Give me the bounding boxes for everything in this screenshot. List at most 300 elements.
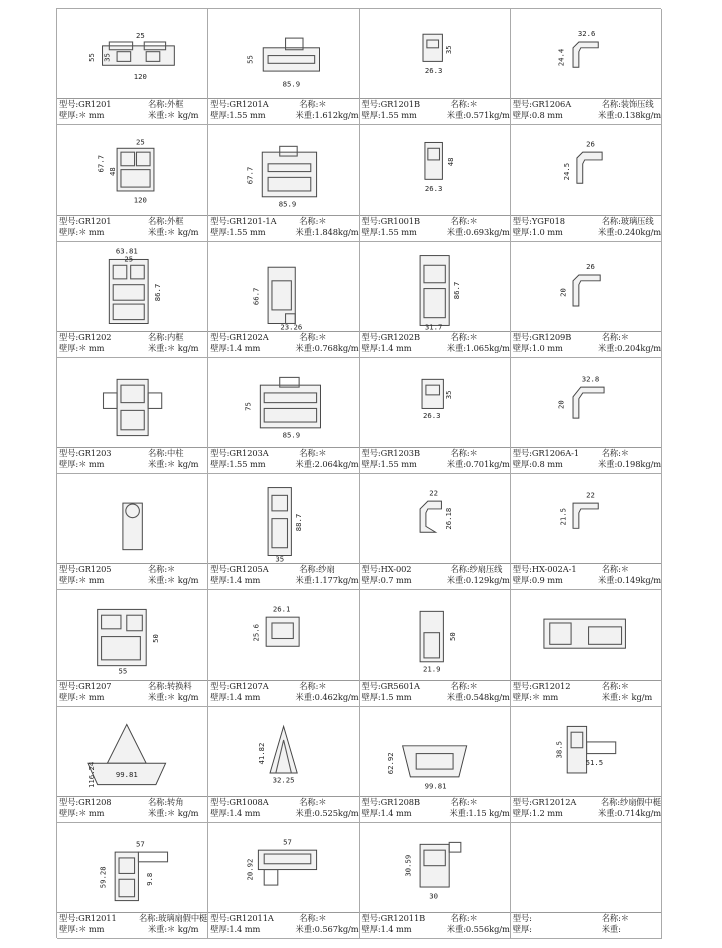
- model-field: [362, 332, 451, 343]
- wall-thickness-field-label: 壁厚:: [512, 924, 532, 934]
- wall-thickness-field-label: 壁厚:: [361, 807, 381, 818]
- wall-thickness-field-label: 壁厚:: [210, 226, 230, 237]
- name-field-value: ＊: [469, 796, 478, 807]
- model-field-value: GR1201A: [229, 99, 269, 110]
- dimension-label: 20: [556, 399, 566, 409]
- dimension-label: 35: [443, 390, 453, 399]
- model-field: [59, 99, 148, 110]
- model-field-value: GR1208B: [380, 796, 420, 807]
- wall-thickness-field: [362, 924, 447, 935]
- wall-thickness-field-value: ＊ mm: [78, 575, 105, 586]
- name-field-label: 名称:: [147, 215, 168, 226]
- meter-weight-field-value: 0.462kg/m: [314, 691, 359, 702]
- model-field-value: GR1008A: [229, 796, 269, 807]
- name-field-label: 名称:: [601, 215, 621, 226]
- wall-thickness-field-value: 1.55 mm: [229, 226, 266, 237]
- profile-section-svg: [360, 358, 510, 447]
- meter-weight-field-value: 0.149kg/m: [617, 575, 661, 586]
- meter-weight-field: [447, 343, 510, 354]
- model-field-label: 型号:: [210, 448, 230, 458]
- profile-section-svg: [208, 823, 358, 912]
- profile-info: [57, 331, 207, 357]
- dimension-label: 26.3: [422, 410, 440, 420]
- wall-thickness-field-label: 壁厚:: [361, 691, 381, 702]
- profile-drawing: [57, 358, 207, 447]
- dimension-label: 48: [445, 157, 455, 167]
- model-field: [59, 564, 148, 575]
- name-field: [299, 448, 358, 459]
- profile-info: [511, 680, 661, 706]
- name-field-label: 名称:: [600, 796, 620, 807]
- profile-cell: [208, 358, 359, 474]
- profile-section-svg: [208, 590, 358, 679]
- profile-cell: [360, 590, 511, 706]
- model-field: [362, 564, 451, 575]
- name-field-label: 名称:: [450, 913, 470, 923]
- name-field: [450, 564, 509, 575]
- name-field: [148, 797, 207, 808]
- model-field-value: GR1203A: [229, 448, 269, 458]
- model-field-label: 型号:: [512, 680, 532, 691]
- wall-thickness-field: [210, 808, 295, 819]
- profile-info: [511, 563, 661, 589]
- name-field: [602, 913, 661, 924]
- meter-weight-field-value: ＊ kg/m: [167, 575, 199, 586]
- model-field-label: 型号:: [361, 796, 381, 807]
- name-field-label: 名称:: [601, 913, 621, 923]
- wall-thickness-field: [362, 227, 447, 238]
- wall-thickness-field-label: 壁厚:: [512, 342, 532, 353]
- dimension-label: 22: [428, 488, 438, 498]
- name-field-label: 名称:: [299, 99, 319, 110]
- model-field-label: 型号:: [210, 99, 230, 110]
- profile-section-shape: [577, 152, 602, 183]
- name-field-label: 名称:: [450, 564, 470, 575]
- name-field-label: 名称:: [299, 796, 319, 807]
- name-field-value: 转换料: [167, 680, 192, 691]
- dimension-label: 66.7: [251, 287, 261, 305]
- dimension-label: 67.7: [245, 166, 255, 185]
- model-field: [59, 448, 148, 459]
- profile-cell: [208, 474, 359, 590]
- name-field: [148, 332, 207, 343]
- profile-section-svg: [360, 590, 510, 679]
- wall-thickness-field-label: 壁厚:: [210, 342, 230, 353]
- meter-weight-field: [296, 343, 359, 354]
- wall-thickness-field: [210, 343, 295, 354]
- meter-weight-field-value: ＊ kg/m: [167, 342, 199, 353]
- meter-weight-field-label: 米重:: [601, 691, 621, 702]
- name-field-value: 外框: [167, 99, 184, 110]
- wall-thickness-field-value: 1.4 mm: [229, 924, 261, 934]
- meter-weight-field-label: 米重:: [446, 459, 466, 469]
- meter-weight-field-value: 0.204kg/m: [617, 342, 661, 353]
- meter-weight-field-label: 米重:: [295, 575, 315, 586]
- name-field-value: ＊: [469, 680, 478, 691]
- profile-section-shape: [420, 501, 441, 532]
- profile-section-shape: [402, 745, 466, 776]
- model-field: [210, 448, 299, 459]
- profile-drawing: [511, 9, 661, 98]
- model-field-label: 型号:: [512, 215, 532, 226]
- model-field-value: GR1201-1A: [229, 215, 277, 226]
- name-field: [602, 448, 661, 459]
- profile-cell: [208, 707, 359, 823]
- meter-weight-field-value: 1.848kg/m: [314, 226, 359, 237]
- meter-weight-field-value: 1.612kg/m: [314, 110, 359, 121]
- meter-weight-field-label: 米重:: [598, 807, 618, 818]
- profile-section-svg: [511, 358, 661, 447]
- meter-weight-field-label: 米重:: [147, 807, 168, 818]
- name-field: [299, 913, 358, 924]
- name-field-value: ＊: [469, 913, 478, 923]
- profile-info: [511, 447, 661, 473]
- profile-section-shape: [573, 42, 598, 67]
- profile-drawing: [360, 358, 510, 447]
- dimension-label: 9.8: [145, 872, 155, 886]
- wall-thickness-field: [210, 924, 295, 935]
- model-field-value: GR1205A: [229, 564, 269, 575]
- model-field-value: GR1207A: [229, 680, 269, 691]
- name-field: [450, 913, 509, 924]
- dimension-label: 31.7: [424, 321, 442, 331]
- profile-section-shape: [148, 393, 162, 409]
- profile-section-shape: [261, 385, 321, 428]
- wall-thickness-field: [362, 459, 447, 470]
- wall-thickness-field-value: 1.4 mm: [229, 807, 261, 818]
- dimension-label: 50: [150, 634, 160, 644]
- name-field-label: 名称:: [147, 796, 168, 807]
- meter-weight-field-label: 米重:: [295, 342, 315, 353]
- name-field: [450, 332, 509, 343]
- dimension-label: 63.81: [115, 246, 138, 256]
- profile-section-svg: [360, 474, 510, 563]
- profile-info: [511, 796, 661, 822]
- name-field: [299, 797, 358, 808]
- model-field-value: GR1202: [78, 331, 112, 342]
- meter-weight-field: [296, 692, 359, 703]
- wall-thickness-field: [362, 808, 450, 819]
- profile-section-svg: [511, 823, 661, 912]
- model-field-value: GR1206A: [531, 99, 572, 110]
- model-field-label: 型号:: [361, 99, 381, 110]
- profile-cell: [360, 707, 511, 823]
- profile-cell: [57, 9, 208, 125]
- profile-section-shape: [422, 379, 443, 408]
- profile-section-svg: [57, 9, 207, 98]
- meter-weight-field-label: 米重:: [295, 807, 315, 818]
- profile-drawing: [360, 242, 510, 331]
- name-field-label: 名称:: [450, 680, 470, 691]
- wall-thickness-field-label: 壁厚:: [59, 807, 79, 818]
- meter-weight-field: [148, 110, 207, 121]
- profile-cell: [360, 823, 511, 939]
- profile-drawing: [208, 242, 358, 331]
- model-field-value: GR1208: [78, 796, 112, 807]
- meter-weight-field-label: 米重:: [446, 575, 466, 586]
- profile-cell: [511, 707, 662, 823]
- name-field-value: ＊: [469, 99, 478, 110]
- wall-thickness-field-value: ＊ mm: [78, 110, 105, 121]
- profile-section-shape: [264, 869, 278, 885]
- dimension-label: 25: [135, 31, 145, 41]
- wall-thickness-field-value: 0.7 mm: [380, 575, 412, 586]
- name-field: [450, 99, 509, 110]
- wall-thickness-field-label: 壁厚:: [361, 226, 381, 237]
- profile-section-shape: [259, 850, 317, 869]
- meter-weight-field-value: 0.701kg/m: [465, 459, 510, 469]
- profile-info: [208, 447, 358, 473]
- model-field-value: GR1201: [78, 215, 112, 226]
- profile-drawing: [360, 474, 510, 563]
- meter-weight-field: [447, 459, 510, 470]
- profile-info: [208, 680, 358, 706]
- wall-thickness-field-label: 壁厚:: [361, 575, 381, 586]
- name-field: [299, 564, 358, 575]
- profile-section-shape: [263, 152, 317, 197]
- meter-weight-field: [598, 808, 661, 819]
- dimension-label: 32.25: [272, 775, 295, 785]
- wall-thickness-field: [362, 343, 447, 354]
- model-field: [513, 913, 602, 924]
- name-field-value: ＊: [318, 796, 327, 807]
- wall-thickness-field-value: 1.55 mm: [380, 226, 417, 237]
- name-field-value: ＊: [620, 448, 629, 458]
- profile-drawing: [511, 358, 661, 447]
- meter-weight-field: [602, 692, 661, 703]
- profile-cell: [360, 9, 511, 125]
- dimension-label: 26.1: [273, 604, 291, 614]
- dimension-label: 59.28: [98, 866, 108, 889]
- wall-thickness-field: [513, 227, 598, 238]
- profile-info: [360, 215, 510, 241]
- name-field-value: 纱扇: [318, 564, 335, 575]
- profile-section-shape: [109, 259, 148, 323]
- profile-drawing: [511, 125, 661, 214]
- wall-thickness-field-value: 1.4 mm: [380, 924, 412, 934]
- model-field-label: 型号:: [512, 448, 532, 458]
- name-field: [139, 913, 207, 924]
- model-field-label: 型号:: [210, 680, 230, 691]
- name-field-value: ＊: [318, 680, 327, 691]
- meter-weight-field: [602, 924, 661, 935]
- profile-cell: [57, 707, 208, 823]
- profile-drawing: [511, 707, 661, 796]
- meter-weight-field-value: 0.129kg/m: [465, 575, 510, 586]
- model-field-label: 型号:: [59, 448, 79, 458]
- wall-thickness-field-value: 1.4 mm: [229, 342, 261, 353]
- meter-weight-field-value: 0.768kg/m: [314, 342, 359, 353]
- model-field-label: 型号:: [512, 913, 532, 923]
- profile-section-svg: [511, 590, 661, 679]
- name-field-value: 玻璃扇假中梃: [158, 913, 208, 923]
- meter-weight-field-label: 米重:: [295, 226, 315, 237]
- model-field: [362, 99, 451, 110]
- model-field-value: GR1203B: [380, 448, 420, 458]
- name-field-value: ＊: [318, 331, 327, 342]
- dimension-label: 22: [585, 490, 595, 500]
- wall-thickness-field: [362, 575, 447, 586]
- dimension-label: 25.6: [251, 624, 261, 642]
- wall-thickness-field: [59, 808, 148, 819]
- dimension-label: 32.6: [577, 29, 596, 39]
- meter-weight-field-label: 米重:: [598, 342, 618, 353]
- name-field: [299, 332, 358, 343]
- name-field-value: ＊: [620, 331, 629, 342]
- profile-drawing: [208, 590, 358, 679]
- dimension-label: 85.9: [282, 430, 301, 440]
- wall-thickness-field: [59, 459, 148, 470]
- wall-thickness-field-label: 壁厚:: [512, 226, 532, 237]
- name-field-label: 名称:: [147, 99, 168, 110]
- profile-section-shape: [103, 46, 175, 65]
- name-field-value: ＊: [469, 215, 478, 226]
- profile-info: [208, 331, 358, 357]
- dimension-label: 26: [585, 261, 595, 271]
- name-field-label: 名称:: [601, 564, 621, 575]
- profile-section-shape: [573, 503, 598, 528]
- name-field: [148, 681, 207, 692]
- name-field-label: 名称:: [299, 913, 319, 923]
- meter-weight-field-value: 0.198kg/m: [617, 459, 661, 469]
- profile-section-svg: [360, 125, 510, 214]
- wall-thickness-field-label: 壁厚:: [210, 924, 230, 934]
- wall-thickness-field-label: 壁厚:: [210, 807, 230, 818]
- profile-cell: [57, 242, 208, 358]
- profile-info: [360, 680, 510, 706]
- wall-thickness-field-value: ＊ mm: [78, 924, 105, 934]
- name-field-label: 名称:: [450, 796, 470, 807]
- profile-cell: [360, 474, 511, 590]
- wall-thickness-field-label: 壁厚:: [210, 459, 230, 469]
- dimension-label: 24.5: [561, 163, 571, 181]
- meter-weight-field-label: 米重:: [147, 342, 168, 353]
- profile-info: [208, 215, 358, 241]
- profile-drawing: [511, 590, 661, 679]
- model-field: [362, 681, 451, 692]
- profile-info: [360, 912, 510, 938]
- profile-section-svg: [511, 9, 661, 98]
- dimension-label: 55: [245, 55, 255, 64]
- dimension-label: 75: [243, 401, 253, 411]
- wall-thickness-field: [513, 808, 598, 819]
- profile-drawing: [57, 590, 207, 679]
- meter-weight-field: [296, 924, 359, 935]
- wall-thickness-field-value: ＊ mm: [78, 459, 105, 469]
- profile-section-svg: [511, 474, 661, 563]
- wall-thickness-field-label: 壁厚:: [361, 924, 381, 934]
- model-field-value: GR1201: [78, 99, 112, 110]
- wall-thickness-field-label: 壁厚:: [512, 459, 532, 469]
- meter-weight-field-value: 1.177kg/m: [314, 575, 359, 586]
- profile-section-svg: [208, 125, 358, 214]
- wall-thickness-field-value: 1.0 mm: [531, 342, 563, 353]
- profile-section-shape: [263, 48, 319, 71]
- meter-weight-field-label: 米重:: [446, 342, 466, 353]
- meter-weight-field: [148, 924, 207, 935]
- meter-weight-field-label: 米重:: [147, 110, 168, 121]
- name-field-value: ＊: [318, 99, 327, 110]
- wall-thickness-field-label: 壁厚:: [361, 342, 381, 353]
- name-field-label: 名称:: [147, 564, 168, 575]
- model-field-value: GR1207: [78, 680, 112, 691]
- wall-thickness-field-value: ＊ mm: [78, 807, 105, 818]
- profile-cell: [208, 9, 359, 125]
- profile-drawing: [57, 474, 207, 563]
- name-field-value: ＊: [318, 448, 327, 458]
- meter-weight-field: [598, 110, 661, 121]
- profile-info: [57, 796, 207, 822]
- dimension-label: 50: [447, 632, 457, 642]
- meter-weight-field-value: 2.064kg/m: [314, 459, 359, 469]
- profile-info: [57, 680, 207, 706]
- meter-weight-field-value: ＊ kg/m: [167, 807, 199, 818]
- model-field: [210, 564, 299, 575]
- dimension-label: 120: [133, 195, 147, 205]
- profile-section-shape: [449, 842, 461, 852]
- profile-info: [360, 331, 510, 357]
- meter-weight-field: [447, 924, 510, 935]
- name-field-value: ＊: [620, 680, 629, 691]
- wall-thickness-field-value: 1.55 mm: [229, 459, 266, 469]
- meter-weight-field-value: ＊ kg/m: [167, 459, 199, 469]
- dimension-label: 85.9: [278, 199, 297, 209]
- wall-thickness-field-value: ＊ mm: [531, 691, 559, 702]
- wall-thickness-field: [513, 459, 598, 470]
- dimension-label: 32.8: [581, 374, 599, 384]
- name-field-label: 名称:: [147, 331, 168, 342]
- model-field-label: 型号:: [361, 680, 381, 691]
- wall-thickness-field-value: 1.4 mm: [380, 807, 412, 818]
- wall-thickness-field-label: 壁厚:: [59, 575, 79, 586]
- meter-weight-field: [598, 227, 661, 238]
- meter-weight-field: [148, 343, 207, 354]
- wall-thickness-field-value: 0.8 mm: [531, 110, 563, 121]
- meter-weight-field: [598, 343, 661, 354]
- wall-thickness-field-value: 1.4 mm: [229, 691, 261, 702]
- model-field-value: GR1201B: [380, 99, 420, 110]
- wall-thickness-field-value: 1.55 mm: [380, 110, 417, 121]
- meter-weight-field: [447, 110, 510, 121]
- name-field-label: 名称:: [601, 448, 621, 458]
- model-field-value: GR1001B: [380, 215, 420, 226]
- profile-cell: [57, 474, 208, 590]
- wall-thickness-field-value: 1.2 mm: [531, 807, 563, 818]
- meter-weight-field-label: 米重:: [598, 226, 618, 237]
- profile-info: [360, 563, 510, 589]
- model-field-value: YGF018: [531, 215, 565, 226]
- profile-cell: [57, 823, 208, 939]
- meter-weight-field-label: 米重:: [446, 226, 466, 237]
- model-field: [59, 797, 148, 808]
- wall-thickness-field-label: 壁厚:: [512, 110, 532, 121]
- dimension-label: 55: [118, 666, 128, 676]
- meter-weight-field-label: 米重:: [446, 924, 466, 934]
- dimension-label: 67.7: [96, 155, 106, 173]
- wall-thickness-field-value: 1.55 mm: [229, 110, 266, 121]
- model-field-label: 型号:: [210, 331, 230, 342]
- model-field: [513, 99, 602, 110]
- wall-thickness-field-label: 壁厚:: [361, 459, 381, 469]
- meter-weight-field-label: 米重:: [147, 691, 168, 702]
- profile-section-svg: [57, 242, 207, 331]
- dimension-label: 20.92: [245, 858, 255, 881]
- profile-cell: [208, 125, 359, 241]
- wall-thickness-field-value: ＊ mm: [78, 226, 105, 237]
- profile-section-shape: [573, 387, 604, 418]
- profile-section-svg: [511, 707, 661, 796]
- name-field-value: ＊: [620, 564, 629, 575]
